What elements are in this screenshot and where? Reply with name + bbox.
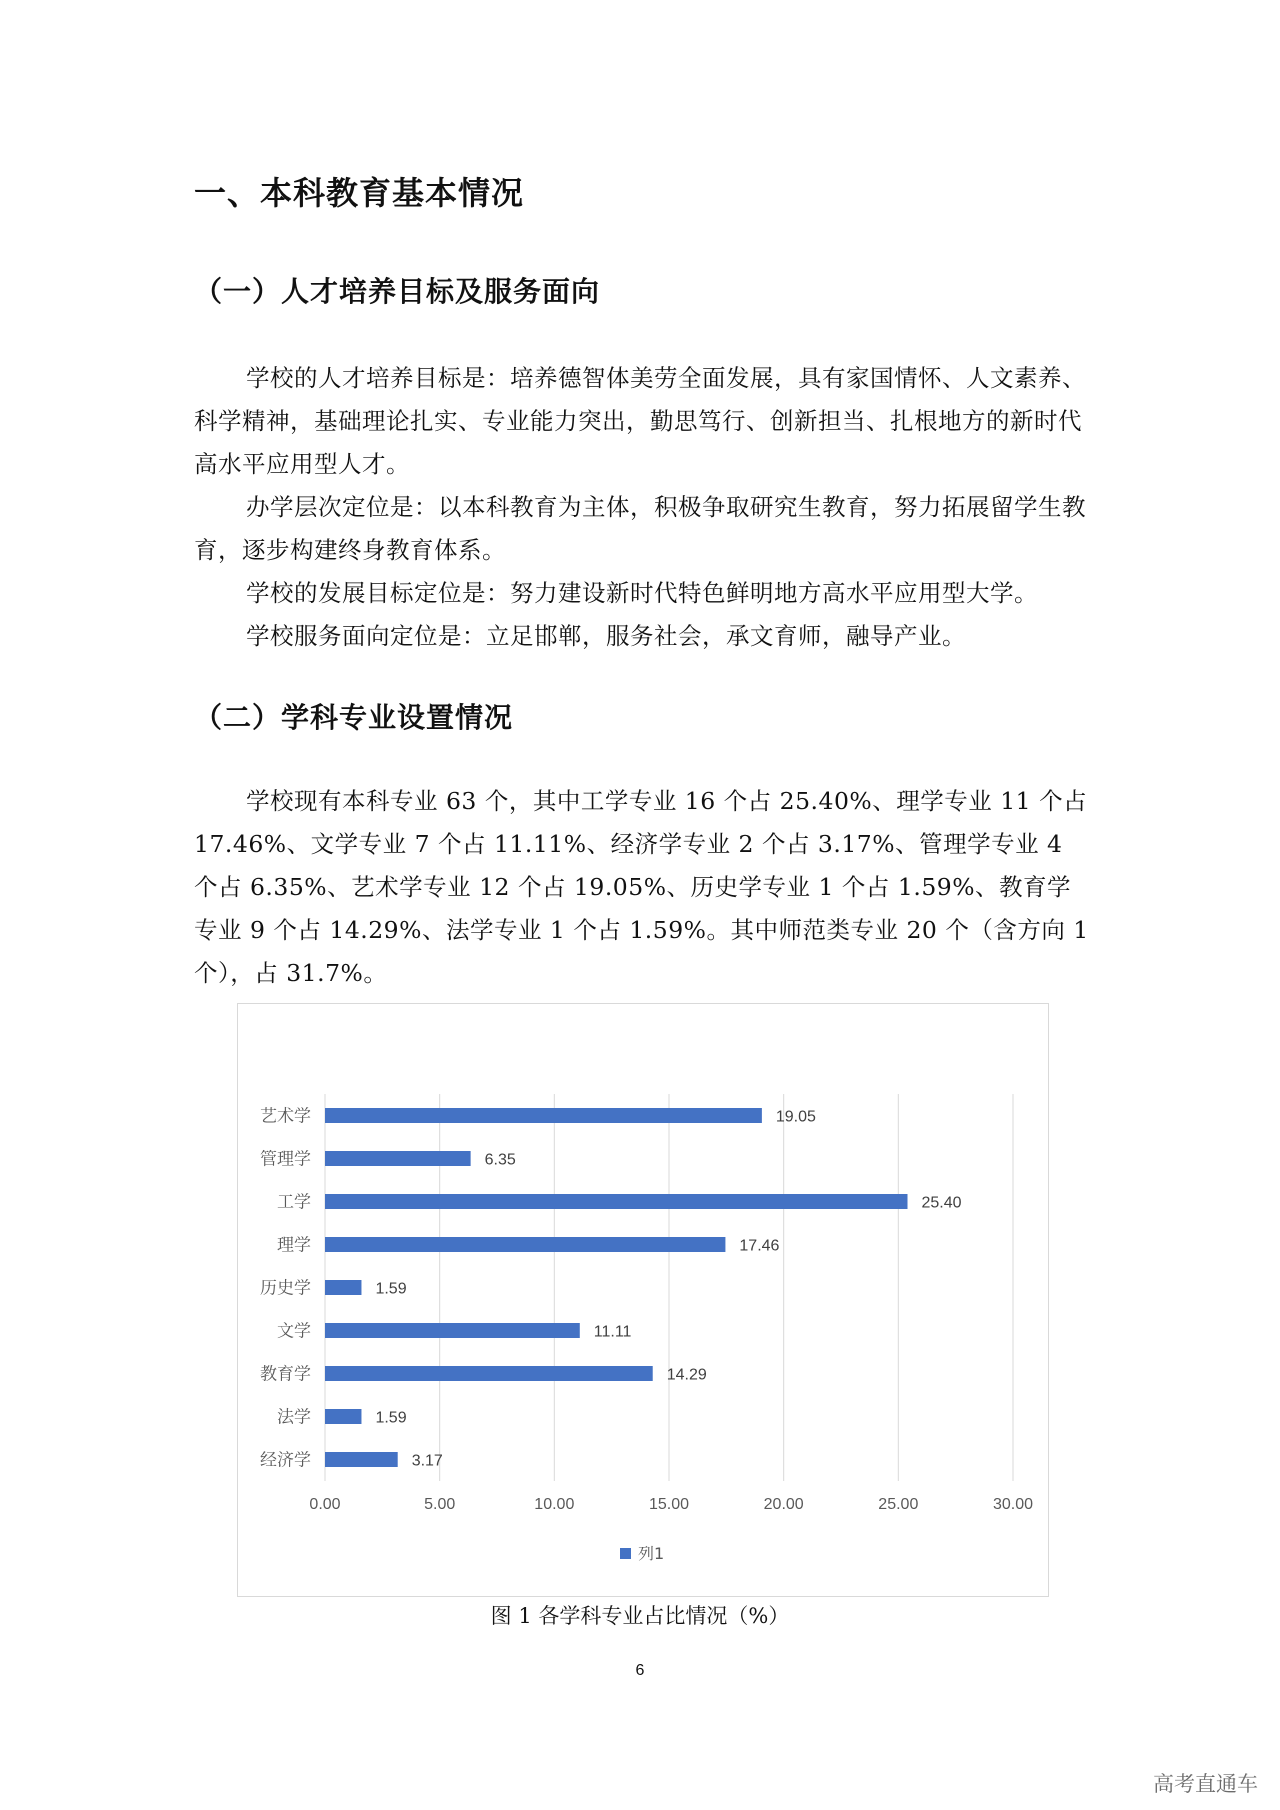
paragraph-development-goal: 学校的发展目标定位是：努力建设新时代特色鲜明地方高水平应用型大学。 — [246, 579, 1038, 607]
page-number: 6 — [635, 1662, 645, 1679]
paragraph-discipline-stats: 学校现有本科专业 63 个，其中工学专业 16 个占 25.40%、理学专业 11 个占 17.46%、文学专业 7 个占 11.11%、经济学专业 2 个占 3.17%、管理学专业 4 个占 6.35%、艺术学专业 12 个占 19.05%、历史学专业 1 个占 1.59%、教育学专业 9 个占 14.29%、法学专业 1 个占 1.59%。其中师范类专业 20 个（含方向 1 个），占 31.7%。 — [194, 787, 1089, 987]
subsection-title-disciplines: （二）学科专业设置情况 — [194, 701, 514, 734]
data-label: 1.59 — [375, 1409, 407, 1427]
category-label: 艺术学 — [260, 1106, 311, 1127]
figure-caption: 图 1 各学科专业占比情况（%） — [490, 1604, 790, 1628]
data-label: 14.29 — [666, 1366, 707, 1384]
section-title: 一、本科教育基本情况 — [194, 174, 525, 212]
bar — [325, 1409, 361, 1424]
bar — [325, 1194, 908, 1209]
category-label: 管理学 — [260, 1149, 311, 1170]
x-tick-label: 10.00 — [534, 1496, 575, 1513]
x-tick-label: 0.00 — [309, 1496, 341, 1513]
data-label: 1.59 — [375, 1280, 407, 1298]
legend-label: 列1 — [638, 1544, 665, 1563]
watermark: 高考直通车 — [1153, 1772, 1258, 1796]
x-tick-label: 20.00 — [763, 1496, 804, 1513]
category-label: 法学 — [277, 1407, 311, 1428]
paragraph-education-level: 办学层次定位是：以本科教育为主体，积极争取研究生教育，努力拓展留学生教育，逐步构建终身教育体系。 — [194, 493, 1086, 564]
category-label: 历史学 — [260, 1278, 311, 1299]
data-label: 3.17 — [411, 1452, 443, 1470]
x-tick-label: 30.00 — [992, 1496, 1034, 1513]
bar — [325, 1151, 471, 1166]
legend-swatch — [620, 1548, 631, 1559]
bar-chart — [238, 1004, 1048, 1596]
data-label: 17.46 — [739, 1237, 780, 1255]
chart-container — [237, 1003, 1049, 1597]
category-label: 经济学 — [260, 1450, 311, 1471]
bar — [325, 1237, 725, 1252]
bar — [325, 1280, 361, 1295]
paragraph-service-orientation: 学校服务面向定位是：立足邯郸，服务社会，承文育师，融导产业。 — [246, 622, 966, 650]
bar — [325, 1323, 580, 1338]
subsection-title-talent: （一）人才培养目标及服务面向 — [194, 275, 601, 308]
category-label: 文学 — [277, 1321, 311, 1342]
data-label: 11.11 — [593, 1323, 632, 1341]
category-label: 教育学 — [260, 1364, 311, 1385]
data-label: 6.35 — [484, 1151, 516, 1169]
category-label: 工学 — [277, 1192, 311, 1213]
bar — [325, 1366, 653, 1381]
bar — [325, 1452, 398, 1467]
category-label: 理学 — [277, 1235, 311, 1256]
x-tick-label: 5.00 — [424, 1496, 456, 1513]
x-tick-label: 15.00 — [648, 1496, 690, 1513]
paragraph-talent-goal: 学校的人才培养目标是：培养德智体美劳全面发展，具有家国情怀、人文素养、科学精神，基础理论扎实、专业能力突出，勤思笃行、创新担当、扎根地方的新时代高水平应用型人才。 — [194, 364, 1086, 478]
bar — [325, 1108, 762, 1123]
data-label: 19.05 — [775, 1108, 816, 1126]
x-tick-label: 25.00 — [878, 1496, 919, 1513]
data-label: 25.40 — [921, 1194, 962, 1212]
